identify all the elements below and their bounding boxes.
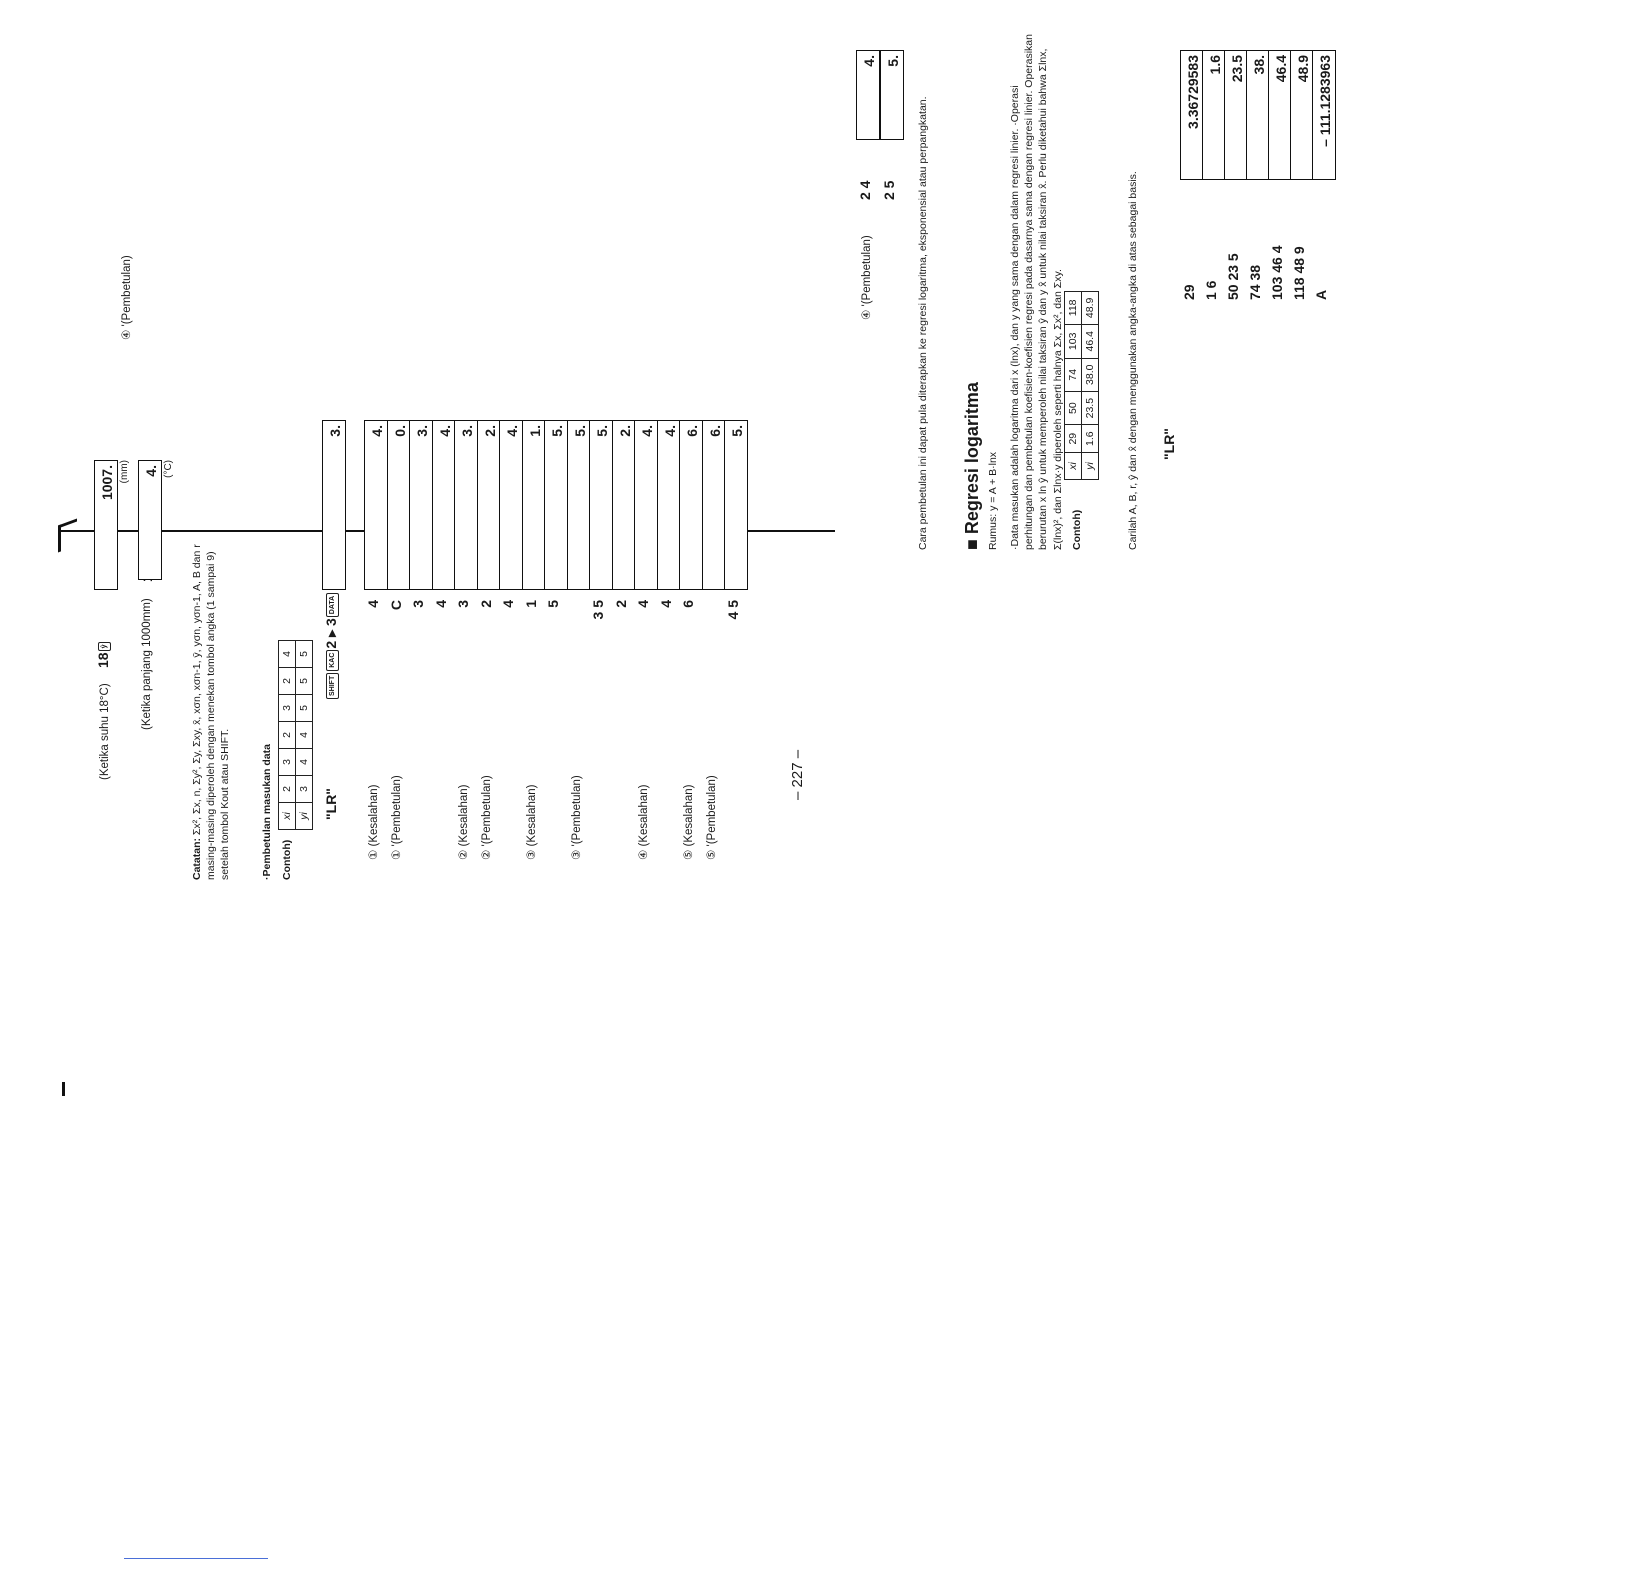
table-cell: 48.9 <box>1082 291 1099 324</box>
shift-key-icon: SHIFT <box>326 673 339 699</box>
table-row <box>1065 291 1082 479</box>
step-keys: 3 <box>410 600 426 608</box>
step4-label: ④ '(Pembetulan) <box>861 235 873 320</box>
table-cell: 4 <box>296 749 313 776</box>
step-label: ⑤ (Kesalahan) <box>683 784 695 860</box>
entry-lcd: 38. <box>1246 50 1270 180</box>
table-cell: 2 <box>279 776 296 803</box>
entry-lcd: 3.36729583 <box>1180 50 1204 180</box>
step-keys: 2 <box>477 600 494 608</box>
table-cell: xi <box>279 803 296 830</box>
step-lcd: 4. <box>364 420 388 590</box>
data-key-icon: DATA <box>326 593 339 617</box>
step4-lcd-2: 5. <box>880 50 904 140</box>
step-lcd: 0. <box>387 420 411 590</box>
table-cell: 3 <box>279 695 296 722</box>
step-label: ① (Kesalahan) <box>368 784 380 860</box>
lr-label: "LR" <box>1161 428 1177 460</box>
step-keys: 4 <box>635 600 651 608</box>
table-cell: 2 <box>279 668 296 695</box>
table-cell: 5 <box>296 695 313 722</box>
entry-keys: 1 6 <box>1203 280 1219 300</box>
step-label: ③ '(Pembetulan) <box>570 775 583 860</box>
table-cell: 5 <box>296 668 313 695</box>
step-keys: 4 <box>657 600 674 608</box>
note-prefix: Catatan: <box>191 837 203 880</box>
table-cell: 4 <box>296 722 313 749</box>
intro: Cara pembetulan ini dapat pula diterapkan ke regresi logaritma, eksponensial atau perpangkatan. <box>917 96 929 550</box>
step-lcd: 2. <box>612 420 636 590</box>
page-number: – 227 – <box>789 749 806 800</box>
step-keys: 4 <box>500 600 516 608</box>
table-cell: 4 <box>279 641 296 668</box>
step-lcd: 4. <box>432 420 456 590</box>
temp-lcd: 1007. <box>94 460 118 590</box>
step4-lcd-1: 4. <box>856 50 880 140</box>
entry-lcd: 48.9 <box>1290 50 1314 180</box>
table-cell: yi <box>296 803 313 830</box>
table-cell: 3 <box>279 749 296 776</box>
entry-lcd: – 111.1283963 <box>1312 50 1336 180</box>
step-lcd: 3. <box>454 420 478 590</box>
step-lcd: 4. <box>499 420 523 590</box>
lr-keys: SHIFTKAC2 ▸ 3DATA <box>322 592 341 700</box>
step-lcd: 4. <box>657 420 681 590</box>
step-label: ① '(Pembetulan) <box>390 775 403 860</box>
step-lcd: 6. <box>702 420 726 590</box>
step4-keys-2: 2 5 <box>881 180 897 200</box>
temp-label: (Ketika suhu 18°C) <box>99 683 111 780</box>
step-label: ⑤ '(Pembetulan) <box>705 775 718 860</box>
entry-keys: A <box>1313 289 1329 300</box>
step-keys: 1 <box>522 600 539 608</box>
explanation: ·Data masukan adalah logaritma dari x (lnx), dan y yang sama dengan dalam regresi linier. ·Operasi perhitungan dan pembetulan koefisien-koefisien regresi pada dasarnya sama dengan regresi linier. Operasikan berurutan x ln ŷ untuk memperoleh nilai taksiran ŷ dan y x̂ untuk nilai taksiran x̂. Perlu diketahui bahwa Σlnx, Σ(lnx)², dan Σlnx·y diperoleh seperti halnya Σx, Σx², dan Σxy. <box>1009 34 1064 550</box>
step-label: ④ (Kesalahan) <box>638 784 650 860</box>
bottom-link-line <box>124 1558 268 1559</box>
table-cell: 118 <box>1065 291 1082 324</box>
step-keys: 5 <box>545 600 561 608</box>
length-lcd: 4. <box>138 460 162 580</box>
step-keys: 3 5 <box>590 600 606 620</box>
step-lcd: 5. <box>724 420 748 590</box>
step-lcd: 5. <box>589 420 613 590</box>
length-unit: (°C) <box>163 460 174 478</box>
step-lcd: 5. <box>544 420 568 590</box>
entry-keys: 74 38 <box>1247 264 1263 300</box>
table-cell: 50 <box>1065 391 1082 424</box>
heading: ■ Regresi logaritma <box>962 382 982 550</box>
entry-lcd: 46.4 <box>1268 50 1292 180</box>
table-cell: 29 <box>1065 425 1082 453</box>
table-cell: 5 <box>296 641 313 668</box>
step-label: ② '(Pembetulan) <box>480 775 493 860</box>
corner-mark-small <box>62 1082 65 1096</box>
entry-keys: 103 46 4 <box>1269 245 1285 300</box>
step-keys: 4 <box>365 600 381 608</box>
step-lcd: 6. <box>679 420 703 590</box>
step-keys: C <box>387 600 404 611</box>
table-cell: 38.0 <box>1082 358 1099 391</box>
entry-keys: 29 <box>1181 284 1197 300</box>
page-228-body <box>60 34 1333 880</box>
step-lcd: 3. <box>409 420 433 590</box>
step4-keys-1: 2 4 <box>857 180 873 200</box>
step-keys: 4 <box>432 600 449 608</box>
table-cell: 2 <box>279 722 296 749</box>
table-cell: 3 <box>296 776 313 803</box>
example-label: Contoh) <box>281 839 293 880</box>
data-table <box>1064 291 1099 480</box>
table-cell: 1.6 <box>1082 425 1099 453</box>
entry-keys: 50 23 5 <box>1225 253 1241 300</box>
lr-lcd: 3. <box>322 420 346 590</box>
table-row <box>1082 291 1099 479</box>
step-keys: 4 5 <box>725 600 741 620</box>
entry-lcd: 1.6 <box>1202 50 1226 180</box>
entry-lcd: 23.5 <box>1224 50 1248 180</box>
length-label: (Ketika panjang 1000mm) <box>141 598 153 730</box>
entry-keys: 118 48 9 <box>1291 246 1307 300</box>
step-lcd: 1. <box>522 420 546 590</box>
step-lcd: 2. <box>477 420 501 590</box>
step-lcd: 4. <box>634 420 658 590</box>
temp-unit: (mm) <box>119 460 130 484</box>
formula: Rumus: y = A + B·lnx <box>987 451 999 550</box>
table-cell: yi <box>1082 453 1099 480</box>
yhat-key-icon: ŷ <box>98 642 111 652</box>
step-keys: 3 <box>455 600 471 608</box>
step-keys: 6 <box>680 600 696 608</box>
table-cell: 23.5 <box>1082 391 1099 424</box>
step-keys: 2 <box>612 600 629 608</box>
note-text: Σx², Σx, n, Σy², Σy, Σxy, x̄, xσn, xσn-1, ȳ, yσn, yσn-1, A, B dan r masing-masing diperoleh dengan menekan tombol angka (1 sampai 9) setelah tombol Kout atau SHIFT. <box>191 544 232 880</box>
table-cell: 103 <box>1065 325 1082 358</box>
step4-label: ④ '(Pembetulan) <box>121 255 133 340</box>
task: Carilah A, B, r, ŷ dan x̂ dengan menggunakan angka-angka di atas sebagai basis. <box>1127 171 1139 550</box>
table-cell: 46.4 <box>1082 325 1099 358</box>
step-label: ③ (Kesalahan) <box>525 784 538 860</box>
step-lcd: 5. <box>567 420 591 590</box>
kac-key-icon: KAC <box>326 650 339 671</box>
temp-keys: 18ŷ <box>94 641 113 668</box>
correction-title: ·Pembetulan masukan data <box>261 744 273 880</box>
table-cell: 74 <box>1065 358 1082 391</box>
lr-label: "LR" <box>323 788 339 820</box>
example-label: Contoh) <box>1071 509 1083 550</box>
table-cell: xi <box>1065 453 1082 480</box>
step-label: ② (Kesalahan) <box>458 784 470 860</box>
